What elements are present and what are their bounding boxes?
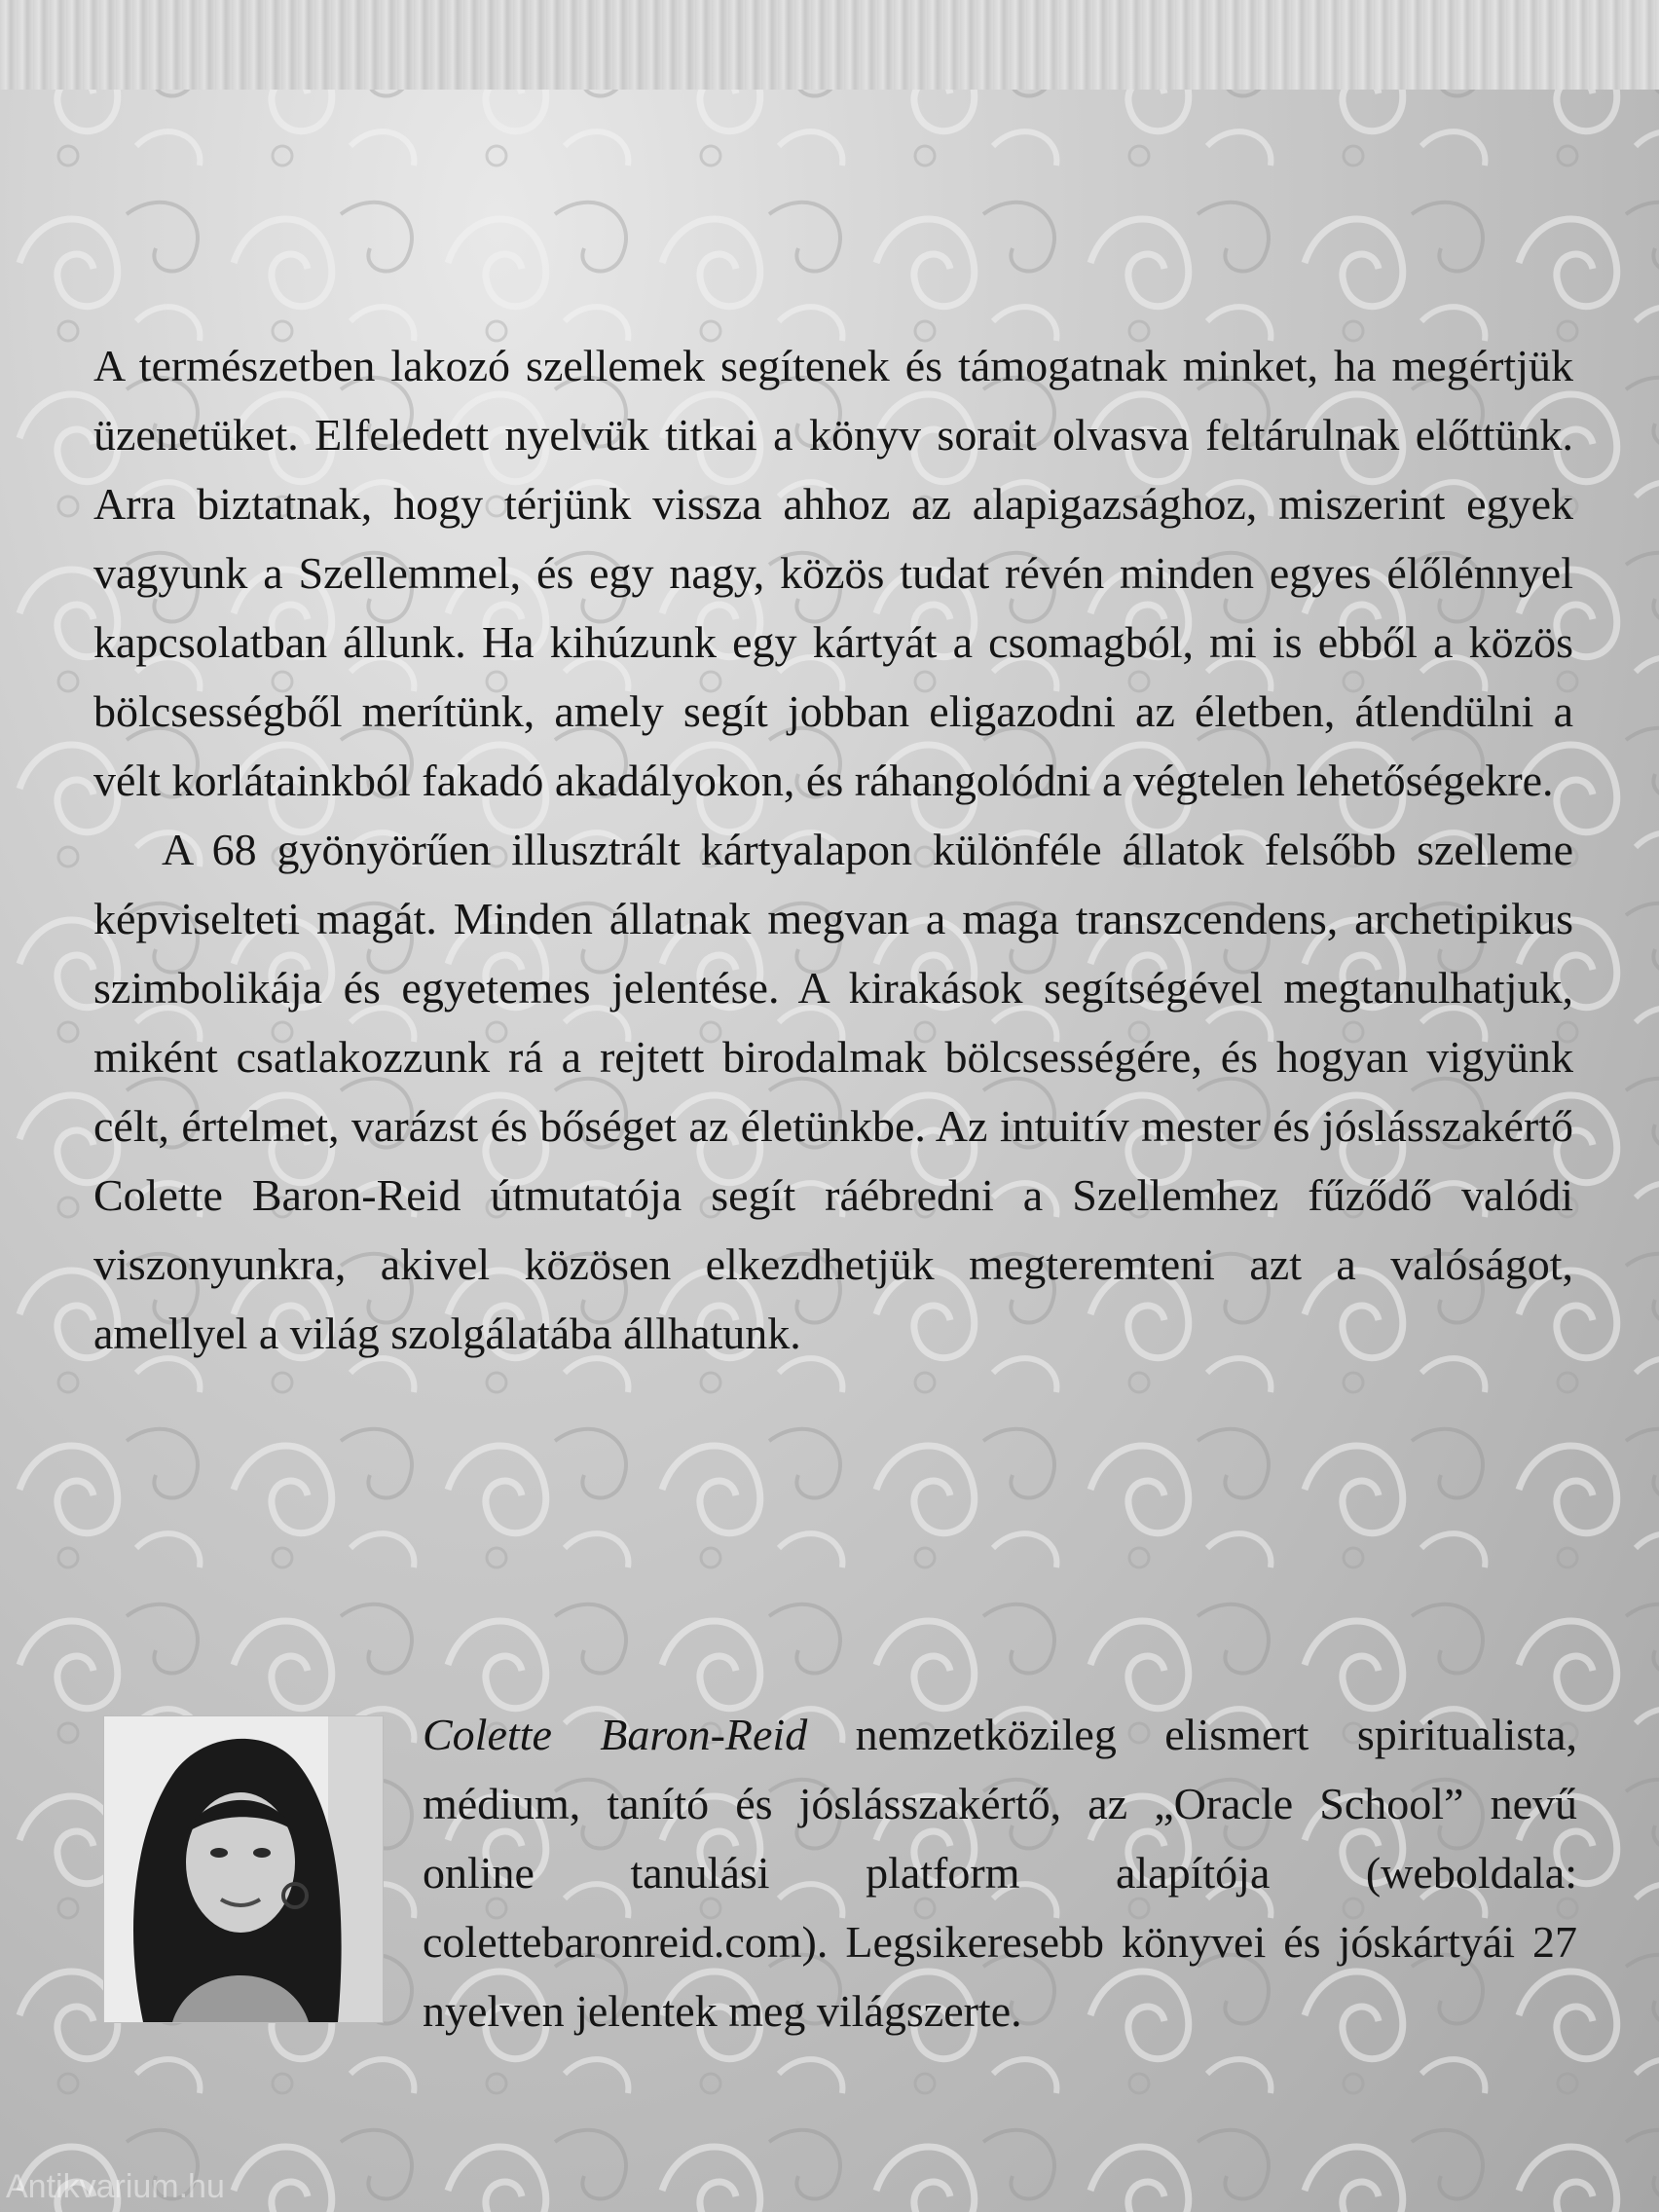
watermark: Antikvarium.hu (6, 2168, 225, 2205)
back-cover-description (93, 331, 1573, 1368)
author-bio (423, 1700, 1577, 2046)
description-paragraph-1: A természetben lakozó szellemek segítenek és támogatnak minket, ha megértjük üzenetüket. Elfeledett nyelvük titkai a könyv sorait olvasva feltárulnak előttünk. Arra biztatnak, hogy térjünk vissza ahhoz az alapigazsághoz, miszerint egyek vagyunk a Szellemmel, és egy nagy, közös tudat révén minden egyes élőlénnyel kapcsolatban állunk. Ha kihúzunk egy kártyát a csomagból, mi is ebből a közös bölcsességből merítünk, amely segít jobban eligazodni az életben, átlendülni a vélt korlátainkból fakadó akadályokon, és ráhangolódni a végtelen lehetőségekre. (93, 341, 1573, 805)
author-name: Colette Baron-Reid (423, 1710, 808, 1759)
author-photo (103, 1715, 384, 2023)
author-bio-text: nemzetközileg elismert spiritualista, médium, tanító és jóslásszakértő, az „Oracle School” nevű online tanulási platform alapítója (weboldala: colettebaronreid.com). Legsikeresebb könyvei és jóskártyái 27 nyelven jelentek meg világszerte. (423, 1710, 1577, 2036)
description-paragraph-2: A 68 gyönyörűen illusztrált kártyalapon különféle állatok felsőbb szelleme képviselteti magát. Minden állatnak megvan a maga transzcendens, archetipikus szimbolikája és egyetemes jelentése. A kirakások segítségével megtanulhatjuk, miként csatlakozzunk rá a rejtett birodalmak bölcsességére, és hogyan vigyünk célt, értelmet, varázst és bőséget az életünkbe. Az intuitív mester és jóslásszakértő Colette Baron-Reid útmutatója segít ráébredni a Szellemhez fűződő valódi viszonyunkra, akivel közösen elkezdhetjük megteremteni azt a valóságot, amellyel a világ szolgálatába állhatunk. (93, 825, 1573, 1358)
author-portrait-image (104, 1716, 383, 2022)
